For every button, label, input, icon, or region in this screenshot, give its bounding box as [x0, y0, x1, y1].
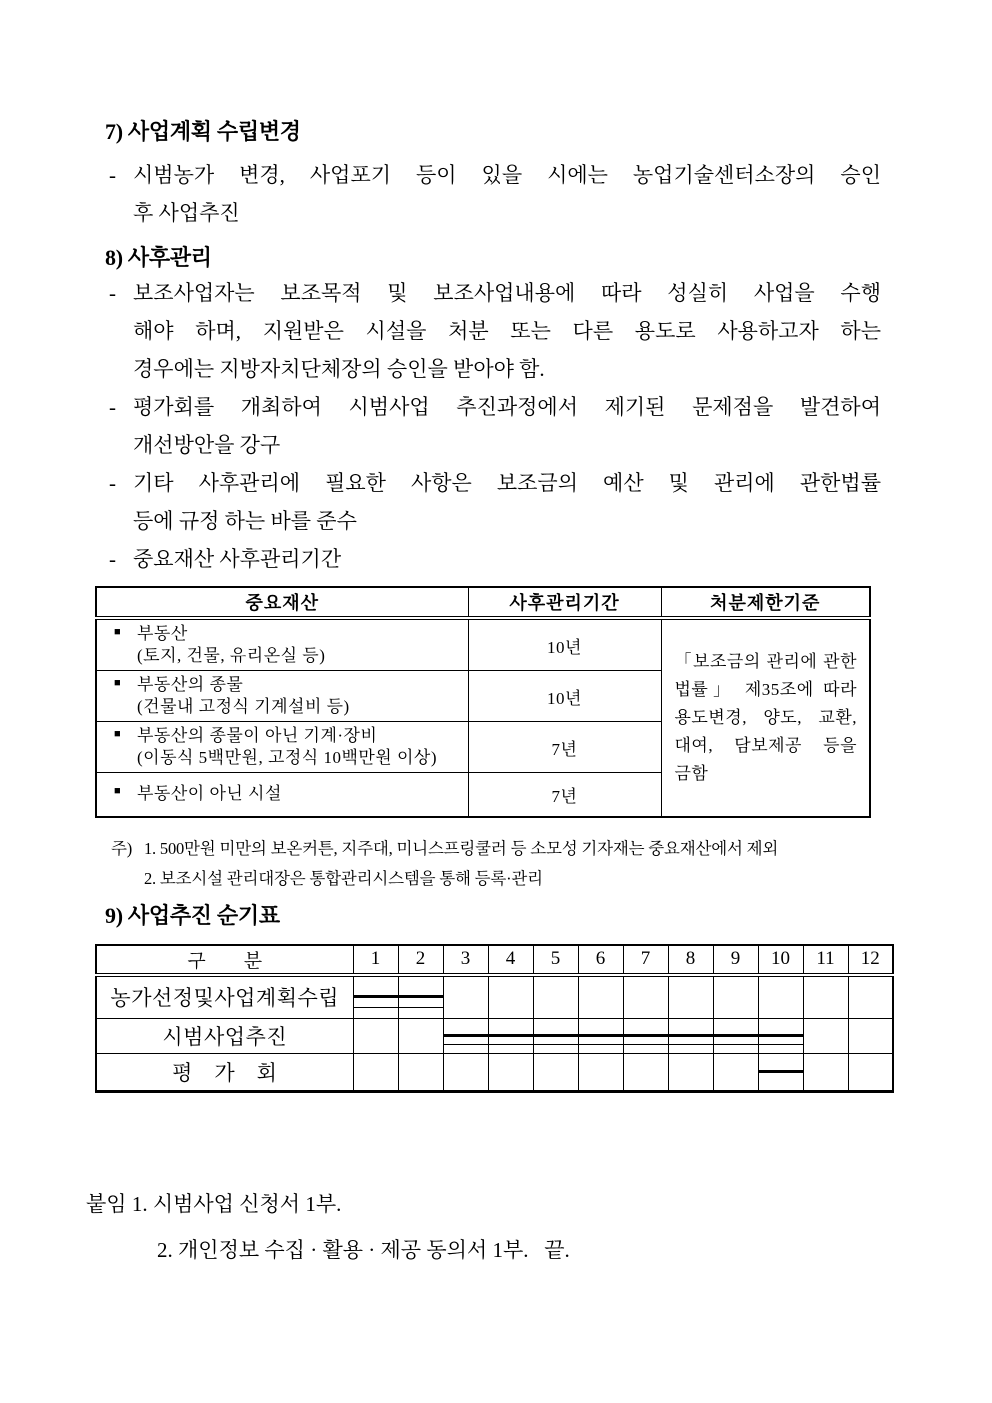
period-cell: 7년: [468, 773, 661, 817]
month-header: 7: [623, 945, 668, 975]
bullet-item: [109, 540, 895, 578]
bullet-dash: -: [109, 395, 116, 419]
month-cell: [398, 975, 443, 1019]
month-cell: [533, 975, 578, 1019]
month-cell: [398, 1054, 443, 1092]
month-cell: [623, 975, 668, 1019]
text-line: 개선방안을 강구: [133, 433, 281, 457]
month-header: 10: [758, 945, 803, 975]
month-cell: [848, 975, 893, 1019]
bullet-text: [133, 388, 881, 464]
section-9-heading: 9) 사업추진 순기표: [105, 902, 280, 928]
section-8-bullets: [109, 274, 895, 578]
month-cell: [533, 1019, 578, 1054]
bullet-item: [109, 156, 895, 232]
bullet-item: [109, 464, 895, 540]
month-header: 9: [713, 945, 758, 975]
month-cell: [668, 1019, 713, 1054]
bullet-dash: -: [109, 281, 116, 305]
month-header: 8: [668, 945, 713, 975]
month-cell: [848, 1054, 893, 1092]
attachments-block: [86, 1181, 895, 1273]
square-bullet-icon: ■: [114, 677, 122, 689]
text-line: 용도변경, 양도, 교환,: [674, 707, 857, 727]
asset-name-cell: [96, 618, 468, 671]
attachment-line: 2. 개인정보 수집 · 활용 · 제공 동의서 1부. 끝.: [157, 1238, 570, 1262]
text-line: 등에 규정 하는 바를 준수: [133, 509, 357, 533]
text-line: 해야 하며, 지원받은 시설을 처분 또는 다른 용도로 사용하고자 하는: [133, 319, 881, 343]
period-cell: 7년: [468, 722, 661, 773]
month-cell: [758, 1019, 803, 1054]
restriction-cell: [661, 618, 870, 817]
table-header-row: [96, 587, 870, 618]
asset-detail: (건물내 고정식 기계설비 등): [137, 697, 350, 716]
asset-name-cell: [96, 671, 468, 722]
text-line: 후 사업추진: [133, 201, 240, 225]
month-cell: [803, 975, 848, 1019]
footnote-line: [144, 864, 895, 894]
footnote-text: 2. 보조시설 관리대장은 통합관리시스템을 통해 등록·관리: [144, 868, 543, 888]
footnote-line: [111, 834, 895, 864]
header-cell-period: 사후관리기간: [468, 587, 661, 618]
month-cell: [623, 1054, 668, 1092]
month-cell: [353, 1019, 398, 1054]
month-cell: [668, 975, 713, 1019]
schedule-row-label: 농가선정및사업계획수립: [96, 975, 353, 1019]
text-line: 기타 사후관리에 필요한 사항은 보조금의 예산 및 관리에 관한법률: [133, 471, 881, 495]
month-cell: [668, 1054, 713, 1092]
asset-detail: (이동식 5백만원, 고정식 10백만원 이상): [137, 748, 437, 767]
text-line: 경우에는 지방자치단체장의 승인을 받아야 함.: [133, 357, 545, 381]
month-cell: [353, 975, 398, 1019]
month-cell: [803, 1054, 848, 1092]
bullet-text: [133, 274, 881, 388]
asset-name-cell: [96, 773, 468, 817]
bullet-dash: -: [109, 547, 116, 571]
asset-detail: (토지, 건물, 유리온실 등): [137, 646, 326, 665]
schedule-row: [96, 975, 893, 1019]
month-header: 11: [803, 945, 848, 975]
bullet-dash: -: [109, 471, 116, 495]
bullet-text: [133, 464, 881, 540]
month-cell: [803, 1019, 848, 1054]
asset-name: 부동산의 종물: [137, 675, 244, 694]
month-cell: [578, 975, 623, 1019]
square-bullet-icon: ■: [114, 785, 122, 798]
text-line: 평가회를 개최하여 시범사업 추진과정에서 제기된 문제점을 발견하여: [133, 395, 881, 419]
month-cell: [713, 1054, 758, 1092]
text-line: 법률」 제35조에 따라: [674, 679, 857, 699]
asset-name-cell: [96, 722, 468, 773]
month-header: 1: [353, 945, 398, 975]
month-header: 4: [488, 945, 533, 975]
schedule-row: [96, 1054, 893, 1092]
schedule-header-label: 구 분: [96, 945, 353, 975]
month-cell: [443, 1054, 488, 1092]
text-line: 금함: [674, 763, 709, 783]
text-line: 시범농가 변경, 사업포기 등이 있을 시에는 농업기술센터소장의 승인: [133, 163, 881, 187]
schedule-table: [95, 944, 894, 1094]
month-cell: [758, 975, 803, 1019]
footnote-prefix: 주): [111, 838, 133, 858]
month-cell: [578, 1054, 623, 1092]
month-cell: [758, 1054, 803, 1092]
month-cell: [488, 1019, 533, 1054]
bullet-item: [109, 388, 895, 464]
month-header: 6: [578, 945, 623, 975]
month-cell: [533, 1054, 578, 1092]
month-cell: [713, 1019, 758, 1054]
month-header: 3: [443, 945, 488, 975]
month-cell: [443, 1019, 488, 1054]
month-cell: [713, 975, 758, 1019]
month-header: 12: [848, 945, 893, 975]
bullet-text: [133, 540, 881, 578]
period-cell: 10년: [468, 618, 661, 671]
attachment-line: 붙임 1. 시범사업 신청서 1부.: [86, 1192, 342, 1216]
asset-name: 부동산: [137, 624, 188, 643]
section-8-heading: 8) 사후관리: [105, 245, 212, 270]
text-line: 보조사업자는 보조목적 및 보조사업내용에 따라 성실히 사업을 수행: [133, 281, 881, 305]
asset-name: 부동산의 종물이 아닌 기계·장비: [137, 726, 378, 745]
bullet-dash: -: [109, 163, 116, 187]
section-7-bullets: [109, 156, 895, 232]
schedule-row: [96, 1019, 893, 1054]
table-row: [96, 618, 870, 671]
month-cell: [443, 975, 488, 1019]
document-content: [86, 0, 895, 1273]
schedule-header-row: [96, 945, 893, 975]
month-cell: [398, 1019, 443, 1054]
period-cell: 10년: [468, 671, 661, 722]
bullet-item: [109, 274, 895, 388]
bullet-text: [133, 156, 881, 232]
schedule-row-label: 시범사업추진: [96, 1019, 353, 1054]
month-cell: [488, 975, 533, 1019]
asset-management-table: [95, 586, 871, 818]
footnote-text: 1. 500만원 미만의 보온커튼, 지주대, 미니스프링쿨러 등 소모성 기자재는 중요재산에서 제외: [144, 838, 779, 858]
header-cell-restriction: 처분제한기준: [661, 587, 870, 618]
asset-name: 부동산이 아닌 시설: [137, 784, 282, 804]
month-cell: [353, 1054, 398, 1092]
text-line: 「보조금의 관리에 관한: [674, 651, 857, 671]
month-header: 2: [398, 945, 443, 975]
text-line: 중요재산 사후관리기간: [133, 547, 342, 571]
text-line: 대여, 담보제공 등을: [674, 735, 857, 755]
month-cell: [488, 1054, 533, 1092]
header-cell-asset: 중요재산: [96, 587, 468, 618]
month-cell: [578, 1019, 623, 1054]
footnotes: [111, 834, 895, 894]
square-bullet-icon: ■: [114, 728, 122, 740]
month-cell: [623, 1019, 668, 1054]
section-7-heading: 7) 사업계획 수립변경: [105, 119, 301, 144]
month-cell: [848, 1019, 893, 1054]
month-header: 5: [533, 945, 578, 975]
schedule-row-label: 평 가 회: [96, 1054, 353, 1092]
square-bullet-icon: ■: [114, 626, 122, 638]
